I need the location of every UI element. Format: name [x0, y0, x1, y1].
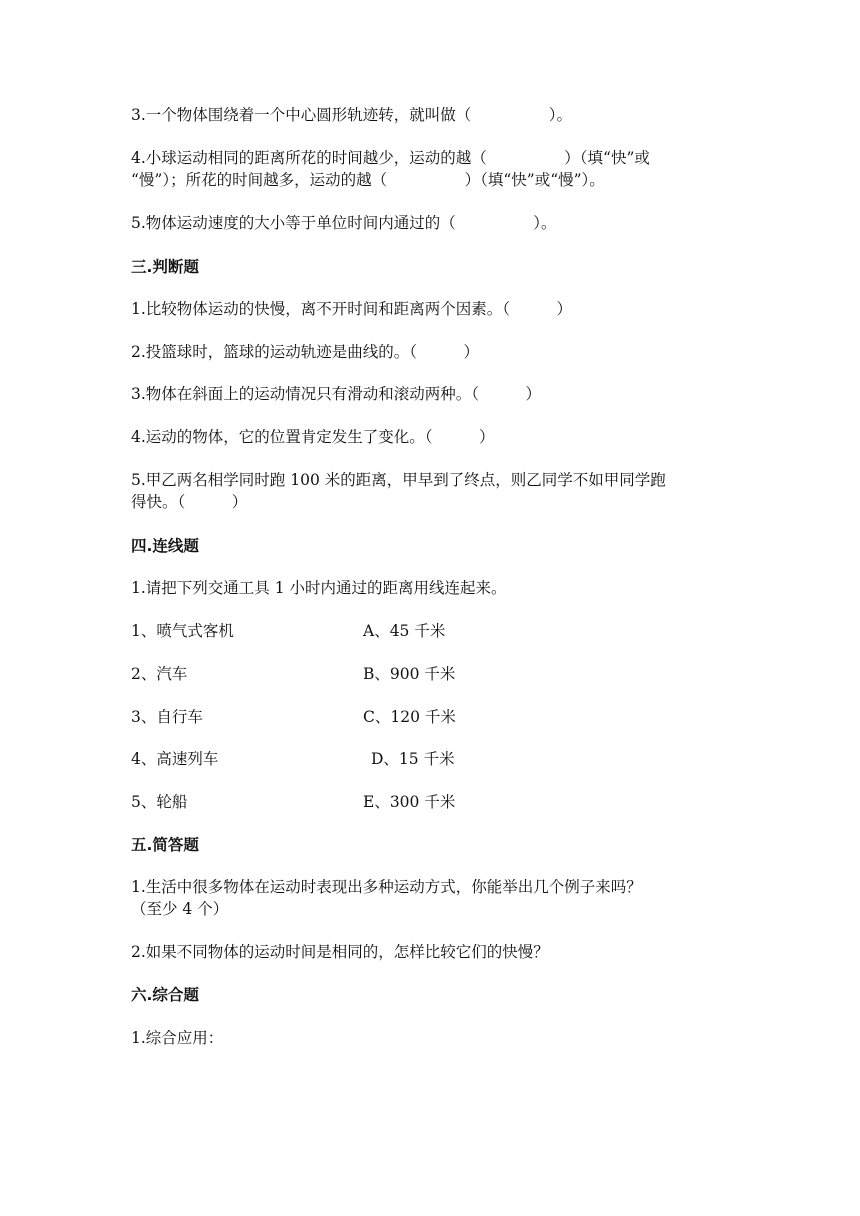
matching-left-item: 4、高速列车: [131, 750, 219, 768]
matching-left-item: 3、自行车: [131, 708, 203, 726]
judgment-item-3: 3.物体在斜面上的运动情况只有滑动和滚动两种。（ ）: [131, 385, 542, 403]
judgment-item-5-line2: 得快。（ ）: [131, 493, 248, 511]
section-judgment-title: 三.判断题: [131, 258, 199, 276]
matching-right-item: B、900 千米: [363, 665, 456, 683]
short-answer-q1-line2: （至少 4 个）: [131, 900, 229, 918]
matching-left-item: 2、汽车: [131, 665, 188, 683]
matching-prompt: 1.请把下列交通工具 1 小时内通过的距离用线连起来。: [131, 579, 507, 597]
section-comprehensive-title: 六.综合题: [131, 986, 199, 1004]
short-answer-q2: 2.如果不同物体的运动时间是相同的，怎样比较它们的快慢？: [131, 943, 549, 961]
matching-right-item: E、300 千米: [363, 793, 456, 811]
judgment-item-1: 1.比较物体运动的快慢，离不开时间和距离两个因素。（ ）: [131, 300, 573, 318]
section-short-answer-title: 五.简答题: [131, 836, 199, 854]
judgment-item-5-line1: 5.甲乙两名相学同时跑 100 米的距离，甲早到了终点，则乙同学不如甲同学跑: [131, 471, 666, 489]
fill-blank-q4-line2: “慢”）；所花的时间越多，运动的越（ ）（填“快”或“慢”）。: [131, 171, 605, 189]
short-answer-q1-line1: 1.生活中很多物体在运动时表现出多种运动方式，你能举出几个例子来吗？: [131, 878, 642, 896]
judgment-item-2: 2.投篮球时，篮球的运动轨迹是曲线的。（ ）: [131, 343, 480, 361]
comprehensive-q1: 1.综合应用：: [131, 1029, 224, 1047]
fill-blank-q3: 3.一个物体围绕着一个中心圆形轨迹转，就叫做（ ）。: [131, 106, 573, 124]
matching-right-item: C、120 千米: [363, 708, 456, 726]
matching-right-item: A、45 千米: [363, 622, 446, 640]
fill-blank-q5: 5.物体运动速度的大小等于单位时间内通过的（ ）。: [131, 214, 557, 232]
judgment-item-4: 4.运动的物体，它的位置肯定发生了变化。（ ）: [131, 428, 495, 446]
fill-blank-q4-line1: 4.小球运动相同的距离所花的时间越少，运动的越（ ）（填“快”或: [131, 149, 650, 167]
section-matching-title: 四.连线题: [131, 537, 199, 555]
matching-right-item: D、15 千米: [371, 750, 455, 768]
matching-left-item: 5、轮船: [131, 793, 188, 811]
matching-left-item: 1、喷气式客机: [131, 622, 234, 640]
